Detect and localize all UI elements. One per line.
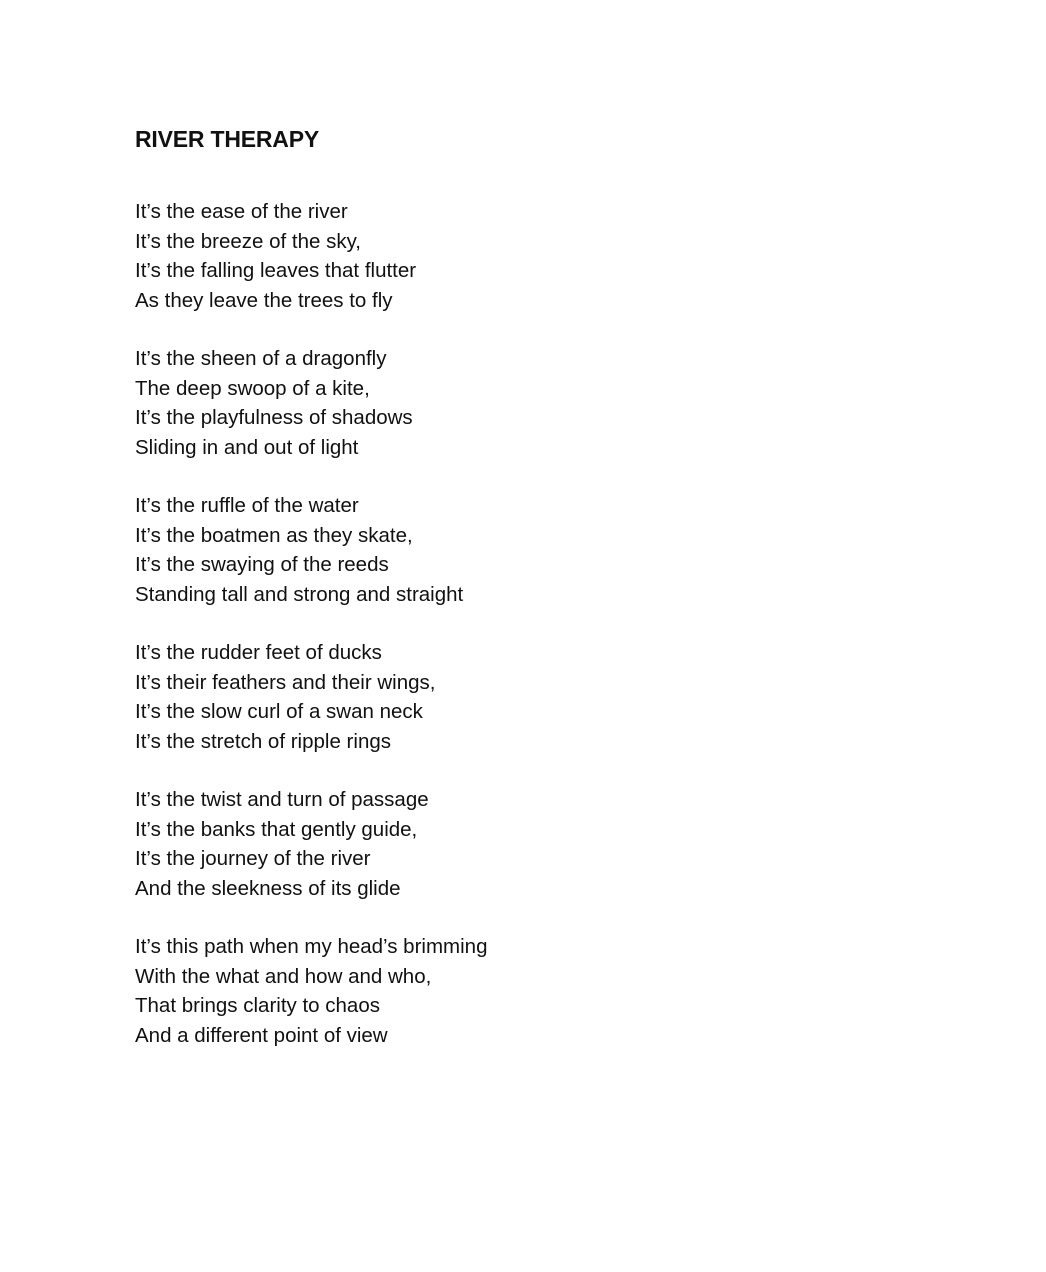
poem-line: And a different point of view bbox=[135, 1023, 388, 1047]
poem-line: As they leave the trees to fly bbox=[135, 288, 393, 312]
poem-line: It’s this path when my head’s brimming bbox=[135, 935, 488, 958]
poem-line: It’s the falling leaves that flutter bbox=[135, 259, 417, 282]
poem-line: It’s the stretch of ripple rings bbox=[135, 729, 391, 753]
poem-line: It’s the breeze of the sky, bbox=[135, 229, 362, 253]
stanza bbox=[135, 785, 955, 903]
poem-line: It’s the playfulness of shadows bbox=[135, 406, 413, 429]
poem-line: It’s the banks that gently guide, bbox=[135, 817, 418, 841]
poem-line: With the what and how and who, bbox=[135, 964, 432, 988]
poem-line: It’s the journey of the river bbox=[135, 847, 371, 870]
poem-line: It’s the slow curl of a swan neck bbox=[135, 700, 423, 723]
poem-line: It’s the sheen of a dragonfly bbox=[135, 347, 387, 370]
stanza bbox=[135, 197, 955, 315]
stanza bbox=[135, 344, 955, 462]
stanza bbox=[135, 638, 955, 756]
poem-line: The deep swoop of a kite, bbox=[135, 376, 370, 400]
poem-line: It’s the ease of the river bbox=[135, 200, 348, 223]
poem-line: It’s their feathers and their wings, bbox=[135, 670, 436, 694]
stanza bbox=[135, 932, 955, 1050]
poem-line: It’s the rudder feet of ducks bbox=[135, 641, 382, 664]
poem-page bbox=[135, 121, 955, 1079]
stanza bbox=[135, 491, 955, 609]
poem-line: It’s the twist and turn of passage bbox=[135, 788, 429, 811]
poem-line: And the sleekness of its glide bbox=[135, 876, 401, 900]
poem-line: It’s the swaying of the reeds bbox=[135, 553, 389, 576]
poem-line: Sliding in and out of light bbox=[135, 435, 359, 459]
poem-line: That brings clarity to chaos bbox=[135, 994, 380, 1017]
poem-line: Standing tall and strong and straight bbox=[135, 582, 464, 606]
poem-line: It’s the ruffle of the water bbox=[135, 494, 359, 517]
poem-title: RIVER THERAPY bbox=[135, 126, 319, 152]
poem-line: It’s the boatmen as they skate, bbox=[135, 523, 413, 547]
